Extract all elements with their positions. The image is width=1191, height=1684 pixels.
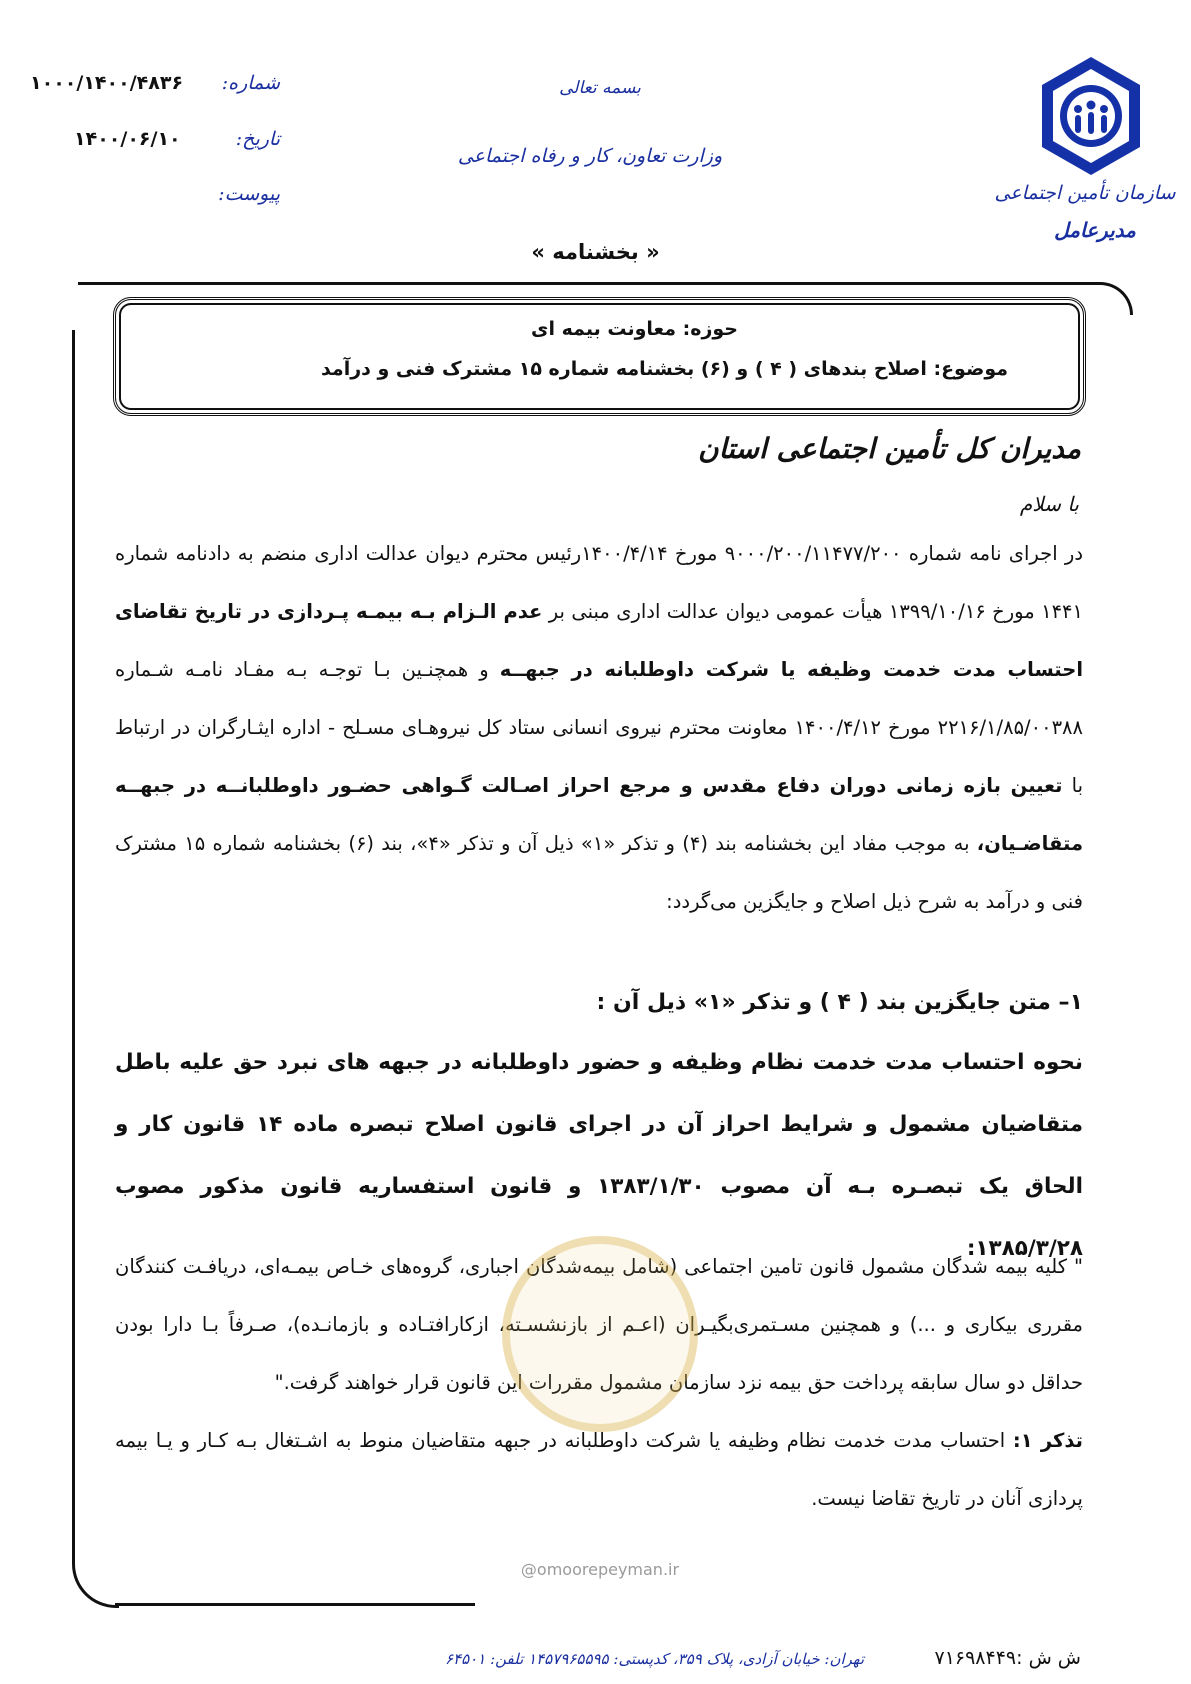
subject-box [113, 297, 1086, 416]
subject-line: موضوع: اصلاح بندهای ( ۴ ) و (۶) بخشنامه شماره ۱۵ مشترک فنی و درآمد [320, 358, 1008, 380]
footer-code: ش ش :۷۱۶۹۸۴۴۹ [934, 1647, 1081, 1669]
intro-bold-b: عدم الـزام بـه بیمـه پـردازی در تاریخ تقاضای احتساب مدت خدمت وظیفه یا شرکت داوطلبانه در جبهــه [115, 600, 1083, 681]
intro-paragraph [115, 525, 1083, 931]
date-label: تاریخ: [235, 128, 280, 150]
intro-text-a: در اجرای نامه شماره ۹۰۰۰/۲۰۰/۱۱۴۷۷/۲۰۰ مورخ ۱۴۰۰/۴/۱۴رئیس محترم دیوان عدالت اداری منضم به دادنامه شماره ۱۴۴۱ مورخ ۱۳۹۹/۱۰/۱۶ هیأت عمومی دیوان عدالت اداری مبنی بر [115, 542, 1084, 623]
org-sub: مدیرعامل [1054, 218, 1136, 242]
intro-text-e: به موجب مفاد این بخشنامه بند (۴) و تذکر «۱» ذیل آن و تذکر «۴»، بند (۶) بخشنامه شماره ۱۵ مشترک فنی و درآمد به شرح ذیل اصلاح و جایگزین می‌گردد: [115, 832, 1083, 913]
footer-address: تهران: خیابان آزادی، پلاک ۳۵۹، کدپستی: ۱۴۵۷۹۶۵۵۹۵ تلفن: ۶۴۵۰۱ [445, 1650, 865, 1668]
section1-bold-text: نحوه احتساب مدت خدمت نظام وظیفه و حضور داوطلبانه در جبهه های نبرد حق علیه باطل متقاضیان مشمول و شرایط احراز آن در اجرای قانون اصلاح تبصره ماده ۱۴ قانون کار و الحاق یک تبصـره بـه آن مصوب ۱۳۸۳/۱/۳۰ و قانون استفساریه قانون مذکور مصوب ۱۳۸۵/۳/۲۸: [115, 1050, 1084, 1261]
circular-title: « بخشنامه » [531, 240, 660, 264]
note1-label: تذکر ۱: [1012, 1429, 1083, 1452]
attachment-label: پیوست: [218, 183, 280, 205]
org-logo [1036, 55, 1146, 179]
frame-bottom [115, 1603, 475, 1606]
number-value: ۱۰۰۰/۱۴۰۰/۴۸۳۶ [30, 72, 184, 94]
section1-heading: ۱– متن جایگزین بند ( ۴ ) و تذکر «۱» ذیل آن : [596, 990, 1083, 1015]
bismillah: بسمه تعالی [559, 78, 641, 98]
frame-left [72, 330, 119, 1608]
note1-text: احتساب مدت خدمت نظام وظیفه یا شرکت داوطلبانه در جبهه متقاضیان منوط به اشـتغال بـه کـار و یـا بیمه پردازی آنان در تاریخ تقاضا نیست. [115, 1429, 1083, 1510]
intro-bold-d: تعیین بازه زمانی دوران دفاع مقدس و مرجع احراز اصـالت گـواهی حضـور داوطلبانــه در جبهــه متقاضـیان، [115, 774, 1084, 855]
date-value: ۱۴۰۰/۰۶/۱۰ [74, 128, 181, 150]
watermark-seal [502, 1236, 698, 1432]
org-name: سازمان تأمین اجتماعی [994, 182, 1176, 204]
watermark-text: @omoorepeyman.ir [520, 1560, 680, 1579]
addressee: مدیران کل تأمین اجتماعی استان [698, 432, 1081, 465]
number-label: شماره: [221, 72, 280, 94]
ministry-name: وزارت تعاون، کار و رفاه اجتماعی [457, 145, 723, 167]
intro-text-c: و همچنـین بـا توجـه بـه مفـاد نامـه شـماره ۲۲۱۶/۱/۸۵/۰۰۳۸۸ مورخ ۱۴۰۰/۴/۱۲ معاونت محترم نیروی انسانی ستاد کل نیروهـای مسـلح - اداره ایثـارگران در ارتباط با [115, 658, 1084, 797]
greeting: با سلام [1019, 492, 1079, 516]
domain-line: حوزه: معاونت بیمه ای [531, 318, 738, 340]
note1-paragraph [115, 1412, 1083, 1528]
quote-paragraph: " کلیه بیمه شدگان مشمول قانون تامین اجتماعی (شامل بیمه‌شدگان اجباری، گروه‌های خـاص بیمـه‌ای، دریافـت کنندگان مقرری بیکاری و ...) و همچنین مسـتمری‌بگیـران (اعـم از بازنشسـته، ازکارافتـاده و بازمانـده)، صـرفاً بـا دارا بودن حداقل دو سال سابقه پرداخت حق بیمه نزد سازمان مشمول مقررات این قانون قرار خواهند گرفت." [115, 1255, 1083, 1394]
